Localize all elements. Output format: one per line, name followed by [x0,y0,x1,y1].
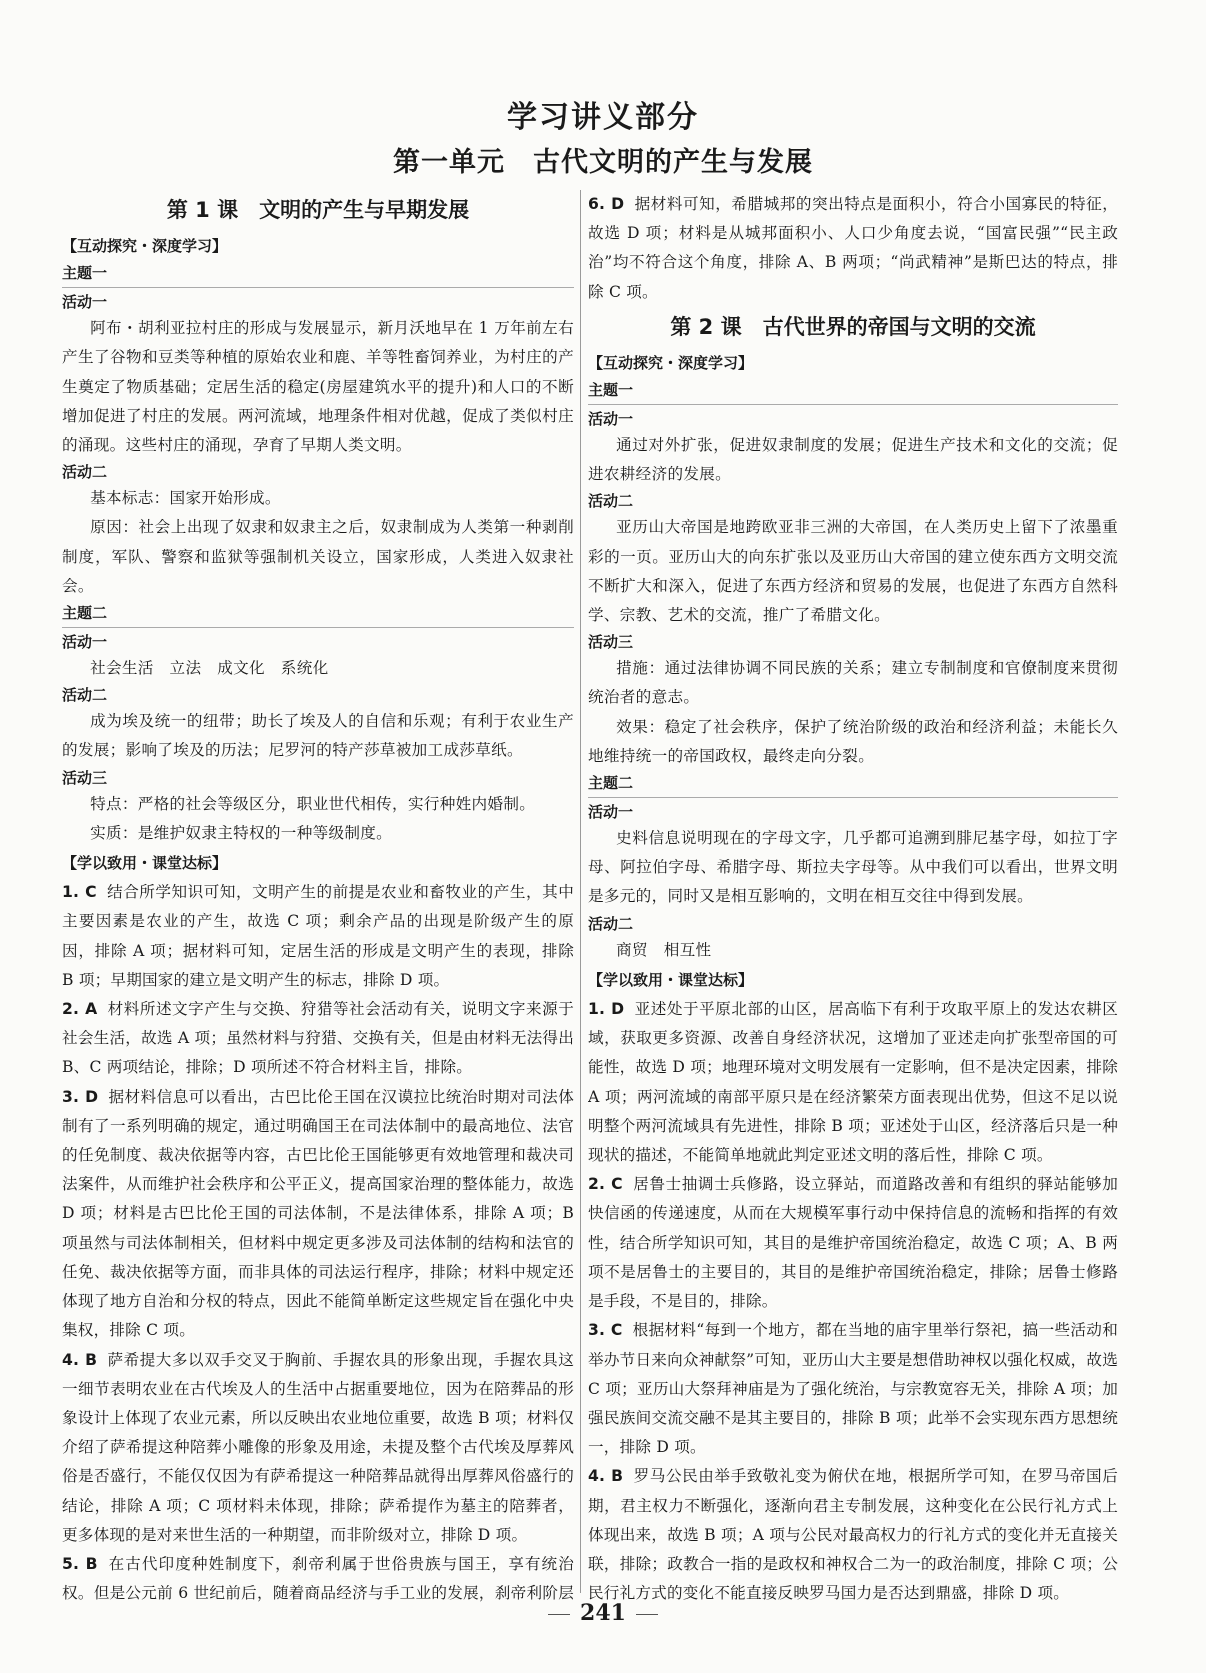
page-title: 学习讲义部分 [507,100,699,135]
answer-label: 2. C [588,1175,623,1194]
answer-label: 1. D [588,1000,625,1019]
activity-text: 成为埃及统一的纽带；助长了埃及人的自信和乐观；有利于农业生产的发展；影响了埃及的历法；尼罗河的特产莎草被加工成莎草纸。 [62,712,574,760]
rule-divider [588,404,1118,405]
left-column [62,190,574,1611]
answer-text: 在古代印度种姓制度下，刹帝利属于世俗贵族与国王，享有统治权。但是公元前 6 世纪前后，随着商品经济与手工业的发展，刹帝利阶层 [62,1554,574,1603]
page-number [0,1600,1206,1626]
answer-label: 5. B [62,1554,98,1573]
column-divider [580,190,581,1593]
activity-heading: 活动三 [62,768,108,787]
activity-text: 社会生活 立法 成文化 系统化 [90,659,329,678]
answer-item [62,1083,574,1346]
activity-text: 特点：严格的社会等级区分，职业世代相传，实行种姓内婚制。 [90,794,536,813]
answer-text: 结合所学知识可知，文明产生的前提是农业和畜牧业的产生，其中主要因素是农业的产生，故选 C 项；剩余产品的出现是阶级产生的原因，排除 A 项；据材料可知，定居生活的形成是文明产生的表现，排除 B 项；早期国家的建立是文明产生的标志，排除 D 项。 [62,883,574,989]
answer-label: 1. C [62,883,97,902]
answer-label: 2. A [62,1000,98,1019]
activity-text: 阿布・胡利亚拉村庄的形成与发展显示，新月沃地早在 1 万年前左右产生了谷物和豆类等种植的原始农业和鹿、羊等牲畜饲养业，为村庄的产生奠定了物质基础；定居生活的稳定(房屋建筑水平的提升)和人口的不断增加促进了村庄的发展。两河流域，地理条件相对优越，促成了类似村庄的涌现。这些村庄的涌现，孕育了早期人类文明。 [62,319,574,455]
answer-item [62,1346,574,1550]
right-column [588,190,1118,1611]
section-heading: 【学以致用・课堂达标】 [588,970,754,989]
answer-item [588,1462,1118,1608]
activity-heading: 活动二 [588,914,634,933]
answer-text: 根据材料“每到一个地方，都在当地的庙宇里举行祭祀，搞一些活动和举办节日来向众神献祭”可知，亚历山大主要是想借助神权以强化权威，故选 C 项；亚历山大祭拜神庙是为了强化统治，与宗教宽容无关，排除 A 项；加强民族间交流交融不是其主要目的，排除 B 项；此举不会实现东西方思想统一，排除 D 项。 [588,1321,1118,1457]
activity-text: 措施：通过法律协调不同民族的关系；建立专制制度和官僚制度来贯彻统治者的意志。 [588,659,1118,707]
answer-label: 4. B [588,1467,624,1486]
answer-label: 3. D [62,1087,99,1106]
answer-text: 罗马公民由举手致敬礼变为俯伏在地，根据所学可知，在罗马帝国后期，君主权力不断强化，逐渐向君主专制发展，这种变化在公民行礼方式上体现出来，故选 B 项；A 项与公民对最高权力的行礼方式的变化并无直接关联，排除；政教合一指的是政权和神权合二为一的政治制度，排除 C 项；公民行礼方式的变化不能直接反映罗马国力是否达到鼎盛，排除 D 项。 [588,1467,1118,1603]
answer-label: 4. B [62,1350,98,1369]
topic-heading: 主题二 [588,774,634,793]
activity-heading: 活动一 [588,410,634,429]
answer-text: 亚述处于平原北部的山区，居高临下有利于攻取平原上的发达农耕区域，获取更多资源、改善自身经济状况，这增加了亚述走向扩张型帝国的可能性，故选 D 项；地理环境对文明发展有一定影响，但不是决定因素，排除 A 项；两河流域的南部平原只是在经济繁荣方面表现出优势，但这不足以说明整个两河流域具有先进性，排除 B 项；亚述处于山区，经济落后只是一种现状的描述，不能简单地就此判定亚述文明的落后性，排除 C 项。 [588,1000,1118,1165]
answer-item [588,1170,1118,1316]
topic-heading: 主题二 [62,604,108,623]
activity-heading: 活动三 [588,633,634,652]
activity-text: 通过对外扩张，促进奴隶制度的发展；促进生产技术和文化的交流；促进农耕经济的发展。 [588,436,1118,484]
answer-label: 3. C [588,1321,623,1340]
dash-divider [548,1614,570,1615]
unit-title: 第一单元 古代文明的产生与发展 [393,147,813,178]
page-number-text: 241 [580,1600,626,1626]
answer-item [62,878,574,995]
answer-item [588,190,1118,307]
activity-text: 亚历山大帝国是地跨欧亚非三洲的大帝国，在人类历史上留下了浓墨重彩的一页。亚历山大的向东扩张以及亚历山大帝国的建立使东西方文明交流不断扩大和深入，促进了东西方经济和贸易的发展，也促进了东西方自然科学、宗教、艺术的交流，推广了希腊文化。 [588,518,1118,625]
answer-text: 萨希提大多以双手交叉于胸前、手握农具的形象出现，手握农具这一细节表明农业在古代埃及人的生活中占据重要地位，因为在陪葬品的形象设计上体现了农业元素，所以反映出农业地位重要，故选 B 项；材料仅介绍了萨希提这种陪葬小雕像的形象及用途，未提及整个古代埃及厚葬风俗是否盛行，不能仅仅因为有萨希提这一种陪葬品就得出厚葬风俗盛行的结论，排除 A 项；C 项材料未体现，排除；萨希提作为墓主的陪葬者，更多体现的是对来世生活的一种期望，而非阶级对立，排除 D 项。 [62,1350,574,1544]
rule-divider [588,797,1118,798]
activity-text: 效果：稳定了社会秩序，保护了统治阶级的政治和经济利益；未能长久地维持统一的帝国政权，最终走向分裂。 [588,717,1118,765]
topic-heading: 主题一 [588,381,634,400]
dash-divider [636,1614,658,1615]
section-heading: 【互动探究・深度学习】 [588,353,754,372]
activity-text: 基本标志：国家开始形成。 [90,489,281,508]
answer-label: 6. D [588,195,625,213]
answer-item [588,1316,1118,1462]
activity-heading: 活动一 [62,293,108,312]
answer-item [588,995,1118,1170]
activity-text: 商贸 相互性 [616,940,712,959]
activity-heading: 活动二 [588,492,634,511]
activity-heading: 活动二 [62,463,108,482]
activity-heading: 活动一 [62,633,108,652]
lesson-2-title: 第 2 课 古代世界的帝国与文明的交流 [670,314,1036,339]
rule-divider [62,627,574,628]
answer-text: 材料所述文字产生与交换、狩猎等社会活动有关，说明文字来源于社会生活，故选 A 项；虽然材料与狩猎、交换有关，但是由材料无法得出 B、C 两项结论，排除；D 项所述不符合材料主旨，排除。 [62,1000,574,1077]
activity-text: 原因：社会上出现了奴隶和奴隶主之后，奴隶制成为人类第一种剥削制度，军队、警察和监狱等强制机关设立，国家形成，人类进入奴隶社会。 [62,518,574,595]
answer-item [62,995,574,1083]
answer-text: 据材料可知，希腊城邦的突出特点是面积小，符合小国寡民的特征，故选 D 项；材料是从城邦面积小、人口少角度去说，“国富民强”“民主政治”均不符合这个角度，排除 A、B 两项；“尚武精神”是斯巴达的特点，排除 C 项。 [588,195,1118,301]
topic-heading: 主题一 [62,264,108,283]
answer-text: 居鲁士抽调士兵修路，设立驿站，而道路改善和有组织的驿站能够加快信函的传递速度，从而在大规模军事行动中保持信息的流畅和指挥的有效性，结合所学知识可知，其目的是维护帝国统治稳定，故选 C 项；A、B 两项不是居鲁士的主要目的，其目的是维护帝国统治稳定，排除；居鲁士修路是手段，不是目的，排除。 [588,1175,1118,1311]
section-heading: 【学以致用・课堂达标】 [62,854,228,873]
section-heading: 【互动探究・深度学习】 [62,237,228,255]
activity-text: 史料信息说明现在的字母文字，几乎都可追溯到腓尼基字母，如拉丁字母、阿拉伯字母、希腊字母、斯拉夫字母等。从中我们可以看出，世界文明是多元的，同时又是相互影响的，文明在相互交往中得到发展。 [588,829,1118,906]
lesson-1-title: 第 1 课 文明的产生与早期发展 [166,198,470,222]
activity-heading: 活动一 [588,803,634,822]
answer-text: 据材料信息可以看出，古巴比伦王国在汉谟拉比统治时期对司法体制有了一系列明确的规定，通过明确国王在司法体制中的最高地位、法官的任免制度、裁决依据等内容，古巴比伦王国能够更有效地管理和裁决司法案件，从而维护社会秩序和公平正义，提高国家治理的整体能力，故选 D 项；材料是古巴比伦王国的司法体制，不是法律体系，排除 A 项；B 项虽然与司法体制相关，但材料中规定更多涉及司法体制的结构和法官的任免、裁决依据等方面，而非具体的司法运行程序，排除；材料中规定还体现了地方自治和分权的特点，因此不能简单断定这些规定旨在强化中央集权，排除 C 项。 [62,1087,574,1340]
rule-divider [62,287,574,288]
activity-heading: 活动二 [62,686,108,705]
activity-text: 实质：是维护奴隶主特权的一种等级制度。 [90,823,393,842]
